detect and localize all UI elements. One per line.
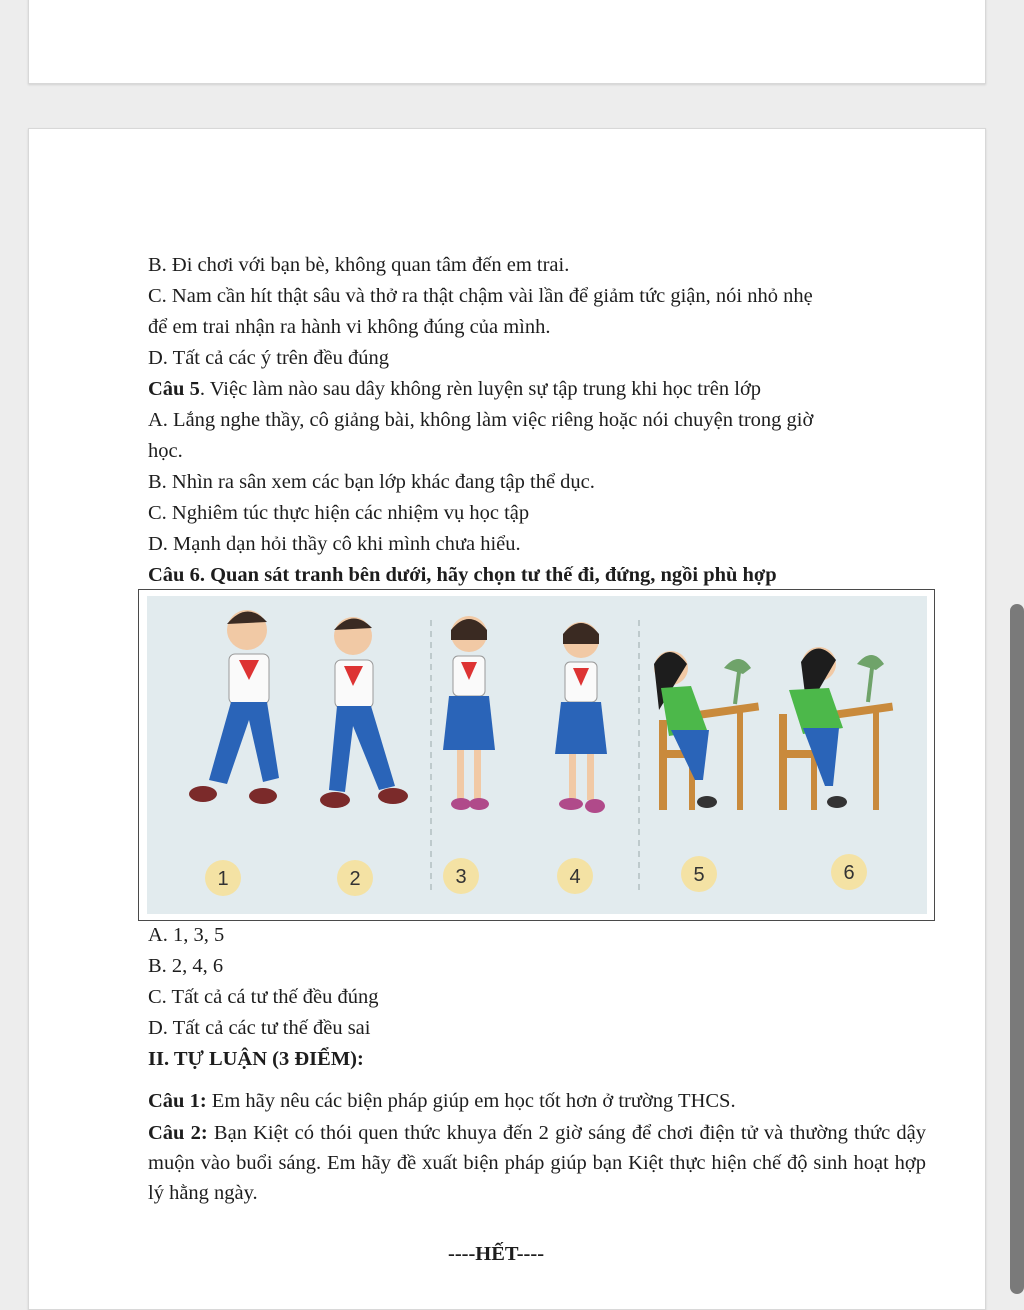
q6-option-b: B. 2, 4, 6 — [148, 955, 224, 977]
q6-option-c: C. Tất cả cá tư thế đều đúng — [148, 986, 379, 1008]
badge-label-4: 4 — [569, 866, 581, 888]
badge-label-1: 1 — [217, 868, 229, 890]
essay-q1-text: Em hãy nêu các biện pháp giúp em học tốt hơn ở trường THCS. — [206, 1090, 736, 1112]
previous-page — [28, 0, 986, 84]
end-mark: ----HẾT---- — [448, 1243, 545, 1265]
q5-label: Câu 5 — [148, 378, 200, 400]
q6-option-d: D. Tất cả các tư thế đều sai — [148, 1017, 371, 1039]
q4-option-d: D. Tất cả các ý trên đều đúng — [148, 347, 389, 369]
q6-question: Câu 6. Quan sát tranh bên dưới, hãy chọn tư thế đi, đứng, ngồi phù hợp — [148, 564, 777, 586]
badge-label-3: 3 — [455, 866, 467, 888]
essay-q2-label: Câu 2: — [148, 1122, 208, 1144]
q5-option-d: D. Mạnh dạn hỏi thầy cô khi mình chưa hiểu. — [148, 533, 521, 555]
q4-option-c-line2: để em trai nhận ra hành vi không đúng của mình. — [148, 316, 551, 338]
badge-label-5: 5 — [693, 864, 705, 886]
essay-q2-text: Bạn Kiệt có thói quen thức khuya đến 2 giờ sáng để chơi điện tử và thường thức dậy muộn vào buổi sáng. Em hãy đề xuất biện pháp giúp bạn Kiệt thực hiện chế độ sinh hoạt hợp lý hằng ngày. — [148, 1122, 926, 1204]
posture-illustration — [138, 589, 935, 921]
scrollbar-thumb[interactable] — [1010, 604, 1024, 1294]
essay-q1-label: Câu 1: — [148, 1090, 207, 1112]
q4-option-c-line1: C. Nam cần hít thật sâu và thở ra thật chậm vài lần để giảm tức giận, nói nhỏ nhẹ — [148, 285, 813, 307]
q5-option-c: C. Nghiêm túc thực hiện các nhiệm vụ học tập — [148, 502, 530, 524]
essay-q2 — [148, 1118, 926, 1208]
q5-text: . Việc làm nào sau dây không rèn luyện sự tập trung khi học trên lớp — [199, 378, 762, 400]
badge-label-2: 2 — [349, 868, 361, 890]
essay-q1 — [148, 1087, 736, 1115]
badge-label-6: 6 — [843, 862, 855, 884]
q6-option-a: A. 1, 3, 5 — [148, 924, 225, 946]
q4-option-b: B. Đi chơi với bạn bè, không quan tâm đến em trai. — [148, 254, 570, 276]
q5-question — [148, 375, 761, 403]
q5-option-b: B. Nhìn ra sân xem các bạn lớp khác đang tập thể dục. — [148, 471, 595, 493]
q5-option-a-line2: học. — [148, 440, 183, 462]
section2-title: II. TỰ LUẬN (3 ĐIỂM): — [148, 1048, 364, 1070]
posture-figure-svg — [139, 590, 934, 920]
q5-option-a-line1: A. Lắng nghe thầy, cô giảng bài, không làm việc riêng hoặc nói chuyện trong giờ — [148, 409, 814, 431]
